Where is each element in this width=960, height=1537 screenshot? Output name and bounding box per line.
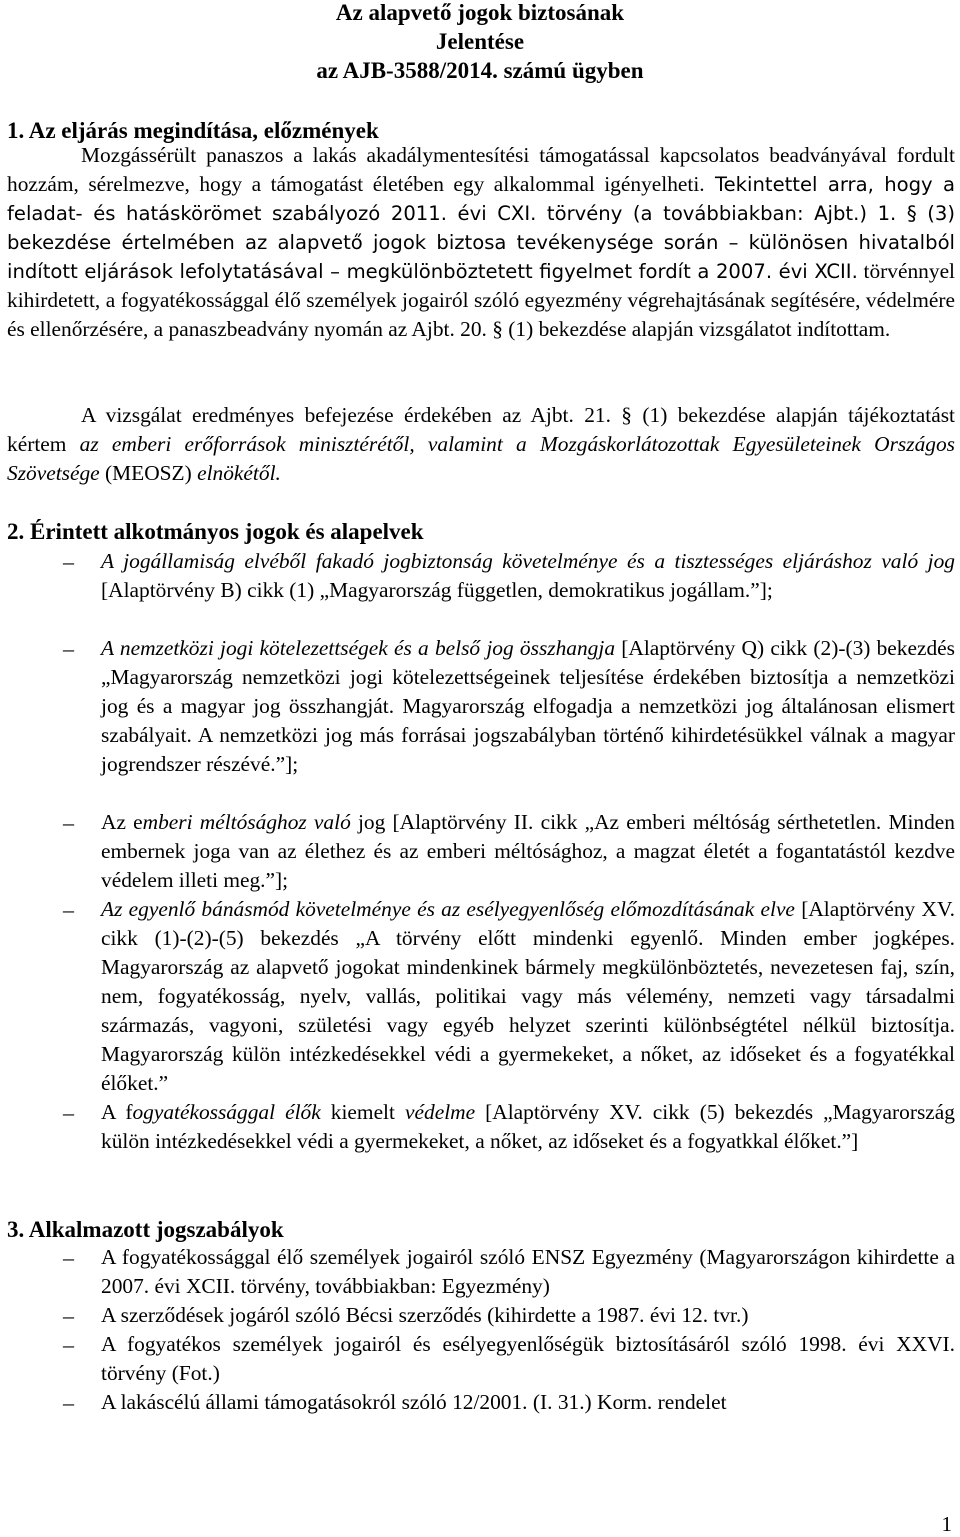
paragraph-2-addressees: az emberi erőforrások minisztérétől, valamint a Mozgáskorlátozottak Egyesületeinek Országos Szövetsége <box>7 432 955 485</box>
bullet-dash: – <box>63 1100 74 1125</box>
bullet-dash: – <box>63 1390 74 1415</box>
item-emphasis: mberi méltósághoz való <box>142 810 351 834</box>
report-title-line-2: Jelentése <box>435 29 525 54</box>
item-text: [Alaptörvény Q) cikk (2)-(3) bekezdés „Magyarország nemzetközi jogi kötelezettségeinek teljesítése érdekében biztosítja a nemzetközi jog és a magyar jog összhangját. Magyarország elfogadja a nemzetközi jog általánosan elismert szabályait. A nemzetközi jog más forrásai jogszabályban történő kihirdetésükkel válnak a magyar jogrendszer részévé.”]; <box>101 636 956 776</box>
right-item-human-dignity <box>101 808 955 895</box>
right-item-international-law <box>101 634 955 779</box>
item-emphasis: A nemzetközi jogi kötelezettségek és a belső jog összhangja <box>101 636 616 660</box>
paragraph-2-abbrev: (MEOSZ) <box>99 461 198 485</box>
paragraph-2-addressee-end: elnökétől. <box>197 461 281 485</box>
bullet-dash: – <box>63 549 74 574</box>
paragraph-1-serif-text: Mozgássérült panaszos a lakás akadálymentesítési támogatással kapcsolatos beadványával fordult hozzám, sérelmezve, hogy a támogatást életében egy alkalommal igényelheti. <box>7 143 955 196</box>
item-text: Az e <box>101 810 143 834</box>
bullet-dash: – <box>63 1245 74 1270</box>
section-1-paragraph-2 <box>7 401 955 488</box>
section-1-paragraph-1 <box>7 141 955 344</box>
law-list-item: A lakáscélú állami támogatásokról szóló 12/2001. (I. 31.) Korm. rendelet <box>101 1390 727 1414</box>
item-text: jog [Alaptörvény II. cikk „Az emberi méltóság sérthetetlen. Minden embernek joga van az élethez és az emberi méltósághoz, a magzat életét a fogantatástól kezdve védelem illeti meg.”]; <box>101 810 955 892</box>
bullet-dash: – <box>63 897 74 922</box>
bullet-dash: – <box>63 636 74 661</box>
item-text: [Alaptörvény XV. cikk (5) bekezdés „Magyarország külön intézkedésekkel védi a gyermekeket, a nőket, az időseket és a fogyatkkal élőket.”] <box>101 1100 955 1153</box>
paragraph-2-text: A vizsgálat eredményes befejezése érdekében az Ajbt. 21. § (1) bekezdése alapján tájékoztatást kértem <box>7 403 955 456</box>
item-text: A f <box>101 1100 133 1124</box>
right-item-disability-protection <box>101 1098 955 1156</box>
report-case-number: az AJB-3588/2014. számú ügyben <box>316 58 644 83</box>
item-text: [Alaptörvény B) cikk (1) „Magyarország független, demokratikus jogállam.”]; <box>101 578 773 602</box>
item-text: kiemelt <box>320 1100 406 1124</box>
report-title-line-1: Az alapvető jogok biztosának <box>335 0 625 25</box>
item-emphasis: ogyatékossággal élők <box>132 1100 321 1124</box>
right-item-rule-of-law <box>101 547 955 605</box>
section-2-heading: 2. Érintett alkotmányos jogok és alapelvek <box>7 519 424 544</box>
bullet-dash: – <box>63 810 74 835</box>
section-1-heading: 1. Az eljárás megindítása, előzmények <box>7 118 379 143</box>
item-emphasis: A jogállamiság elvéből fakadó jogbiztonság követelménye és a tisztességes eljáráshoz való jog <box>101 549 955 573</box>
right-item-equal-treatment <box>101 895 955 1098</box>
item-text: [Alaptörvény XV. cikk (1)-(2)-(5) bekezdés „A törvény előtt mindenki egyenlő. Minden ember jogképes. Magyarország az alapvető jogokat mindenkinek bármely megkülönböztetés, nevezetesen faj, szín, nem, fogyatékosság, nyelv, vallás, politikai vagy más vélemény, nemzeti vagy társadalmi származás, vagyoni, születési vagy egyéb helyzet szerinti különbségtétel nélkül biztosítja. Magyarország külön intézkedésekkel védi a gyermekeket, a nőket, az időseket és a fogyatékkal élőket.” <box>101 897 955 1095</box>
item-emphasis: Az egyenlő bánásmód követelménye és az esélyegyenlőség előmozdításának elve <box>101 897 795 921</box>
item-emphasis: védelme <box>405 1100 476 1124</box>
bullet-dash: – <box>63 1303 74 1328</box>
section-3-heading: 3. Alkalmazott jogszabályok <box>7 1217 284 1242</box>
law-list-item: A fogyatékos személyek jogairól és esélyegyenlőségük biztosításáról szóló 1998. évi XXVI. törvény (Fot.) <box>101 1332 955 1385</box>
paragraph-1-serif-text-2: törvénnyel kihirdetett, a fogyatékossággal élő személyek jogairól szóló egyezmény végrehajtásának segítésére, védelmére és ellenőrzésére, a panaszbeadvány nyomán az Ajbt. 20. § (1) bekezdése alapján vizsgálatot indítottam. <box>7 259 956 341</box>
paragraph-1-sans-text: Tekintettel arra, hogy a feladat- és hatáskörömet szabályozó 2011. évi CXI. törvény (a továbbiakban: Ajbt.) 1. § (3) bekezdése értelmében az alapvető jogok biztosa tevékenysége során – különösen hivatalból indított eljárások lefolytatásával – megkülönböztetett figyelmet fordít a 2007. évi XCII. <box>7 173 955 283</box>
page-number: 1 <box>941 1512 952 1536</box>
law-list-item: A fogyatékossággal élő személyek jogairól szóló ENSZ Egyezmény (Magyarországon kihirdette a 2007. évi XCII. törvény, továbbiakban: Egyezmény) <box>101 1245 955 1298</box>
law-list-item: A szerződések jogáról szóló Bécsi szerződés (kihirdette a 1987. évi 12. tvr.) <box>101 1303 749 1327</box>
bullet-dash: – <box>63 1332 74 1357</box>
